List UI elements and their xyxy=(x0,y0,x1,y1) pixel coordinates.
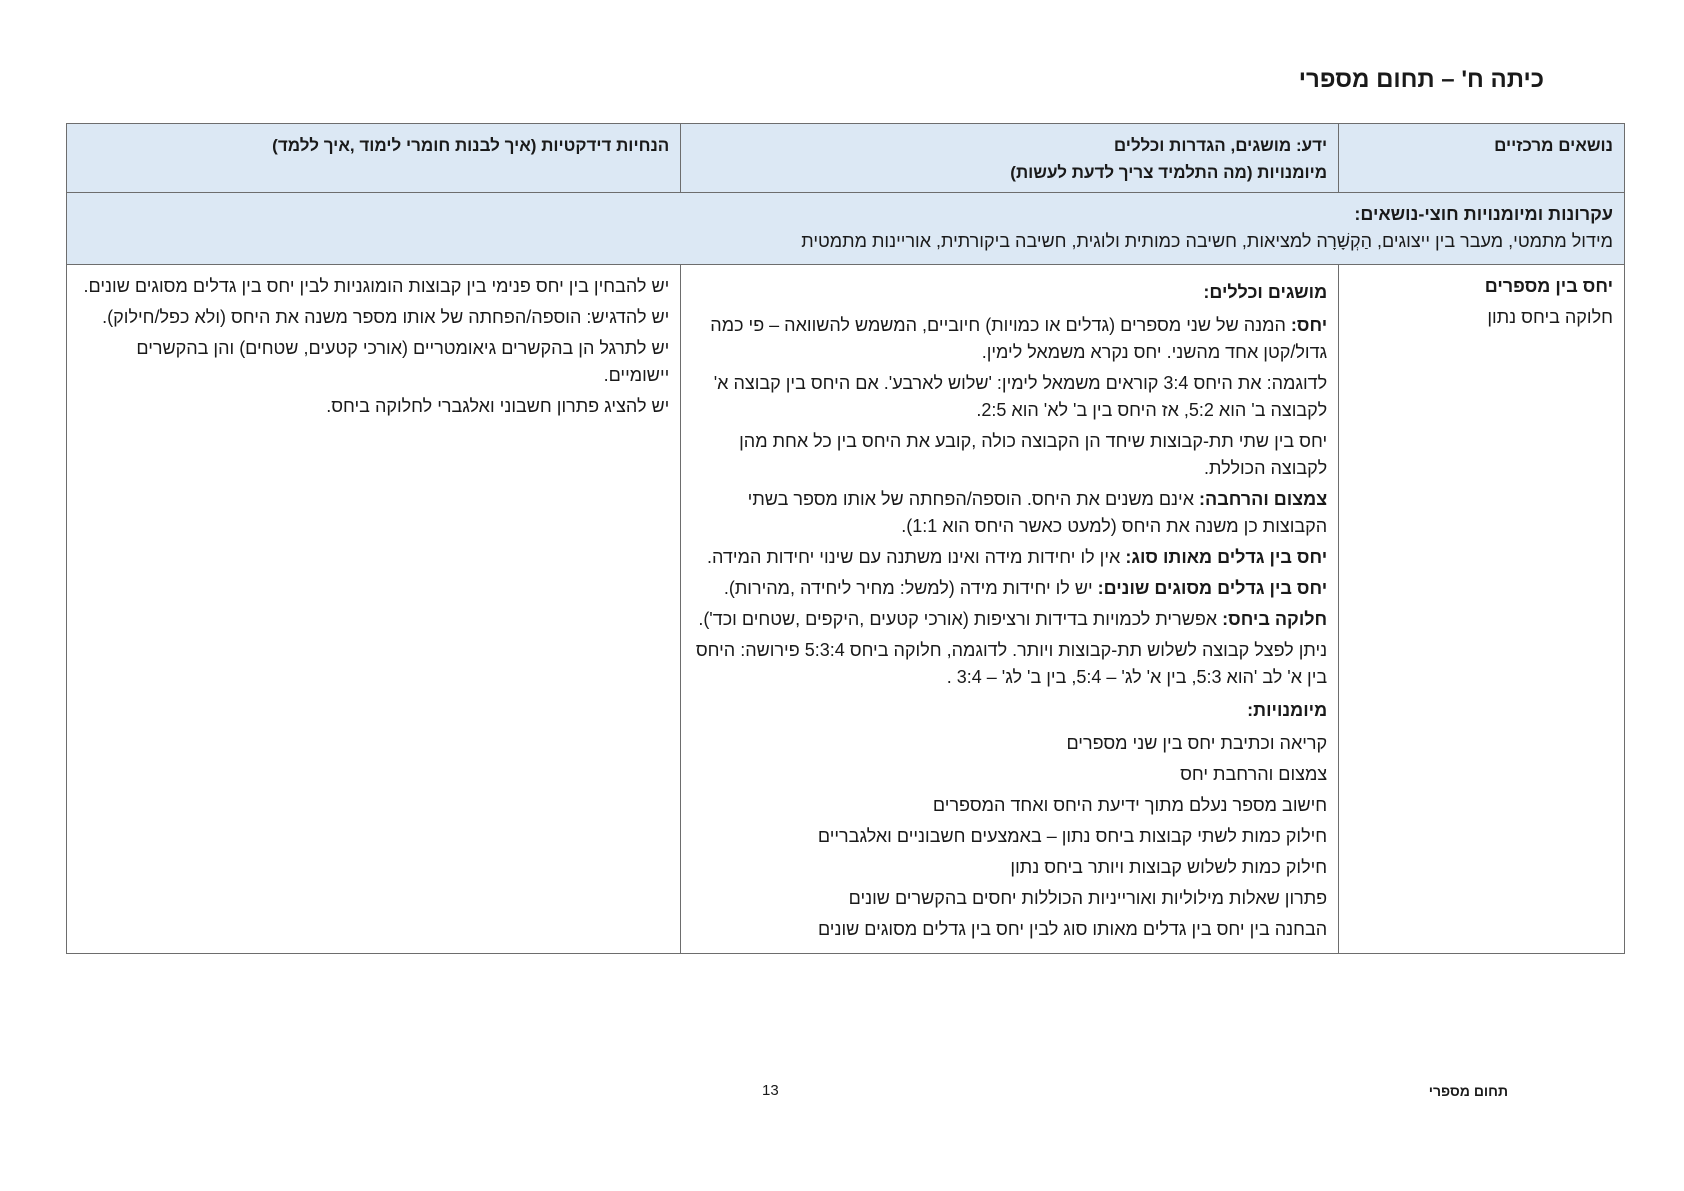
skill-item: חילוק כמות לשתי קבוצות ביחס נתון – באמצעים חשבוניים ואלגבריים xyxy=(817,826,1328,846)
division-definition xyxy=(692,606,1327,633)
division-def-text: אפשרית לכמויות בדידות ורציפות (אורכי קטעים ,היקפים ,שטחים וכד'). xyxy=(698,609,1223,629)
three-groups-rule: ניתן לפצל קבוצה לשלוש תת-קבוצות ויותר. לדוגמה, חלוקה ביחס 5:3:4 פירושה: היחס בין א' לב 'הוא 5:3, בין א' לג' – 5:4, בין ב' לג' – 3:4 . xyxy=(695,640,1328,687)
topic-cell xyxy=(1339,265,1625,954)
principles-cell xyxy=(67,193,1625,265)
diff-kind-definition xyxy=(692,575,1327,602)
subgroups-rule: יחס בין שתי תת-קבוצות שיחד הן הקבוצה כולה ,קובע את היחס בין כל אחת מהן לקבוצה הכוללת. xyxy=(739,431,1328,478)
skill-item: הבחנה בין יחס בין גדלים מאותו סוג לבין יחס בין גדלים מסוגים שונים xyxy=(817,919,1328,939)
footer-label: תחום מספרי xyxy=(1428,1083,1508,1099)
diff-kind-def-text: יש לו יחידות מידה (למשל: מחיר ליחידה ,מהירות). xyxy=(723,578,1098,598)
skill-item: חילוק כמות לשלוש קבוצות ויותר ביחס נתון xyxy=(1010,857,1328,877)
page-title: כיתה ח' – תחום מספרי xyxy=(1298,66,1544,93)
skill-item: פתרון שאלות מילוליות ואורייניות הכוללות יחסים בהקשרים שונים xyxy=(848,888,1328,908)
ratio-term: יחס: xyxy=(1290,315,1328,335)
table-header-row xyxy=(67,124,1625,193)
ratio-example: לדוגמה: את היחס 3:4 קוראים משמאל לימין: 'שלוש לארבע'. אם היחס בין קבוצה א' לקבוצה ב' הוא 5:2, אז היחס בין ב' לא' הוא 2:5. xyxy=(713,373,1328,420)
didactic-item: יש לתרגל הן בהקשרים גיאומטריים (אורכי קטעים, שטחים) והן בהקשרים יישומיים. xyxy=(136,338,670,385)
principles-row xyxy=(67,193,1625,265)
principles-title: עקרונות ומיומנויות חוצי-נושאים: xyxy=(1354,204,1613,224)
skill-item: חישוב מספר נעלם מתוך ידיעת היחס ואחד המספרים xyxy=(932,795,1328,815)
skills-list xyxy=(692,730,1327,943)
diff-kind-term: יחס בין גדלים מסוגים שונים: xyxy=(1097,578,1328,598)
topic-subtitle: חלוקה ביחס נתון xyxy=(1487,307,1613,327)
skills-heading: מיומנויות: xyxy=(1247,700,1328,720)
curriculum-table xyxy=(66,123,1625,954)
division-term: חלוקה ביחס: xyxy=(1222,609,1328,629)
topic-title: יחס בין מספרים xyxy=(1484,276,1613,296)
same-kind-def-text: אין לו יחידות מידה ואינו משתנה עם שינוי יחידות המידה. xyxy=(707,547,1126,567)
didactic-item: יש להבחין בין יחס פנימי בין קבוצות הומוגניות לבין יחס בין גדלים מסוגים שונים. xyxy=(83,276,670,296)
didactic-item: יש להציג פתרון חשבוני ואלגברי לחלוקה ביחס. xyxy=(326,396,670,416)
ratio-definition xyxy=(692,312,1327,366)
header-didactic: הנחיות דידקטיות (איך לבנות חומרי לימוד ,איך ללמד) xyxy=(67,124,681,193)
didactic-item: יש להדגיש: הוספה/הפחתה של אותו מספר משנה את היחס (ולא כפל/חילוק). xyxy=(102,307,670,327)
ratio-def-text: המנה של שני מספרים (גדלים או כמויות) חיוביים, המשמש להשוואה – פי כמה גדול/קטן אחד מהשני. יחס נקרא משמאל לימין. xyxy=(710,315,1328,362)
page-number: 13 xyxy=(762,1082,779,1099)
reduce-term: צמצום והרחבה: xyxy=(1199,489,1328,509)
skill-item: קריאה וכתיבת יחס בין שני מספרים xyxy=(1066,733,1328,753)
principles-text: מידול מתמטי, מעבר בין ייצוגים, הַקְשָׁרָה למציאות, חשיבה כמותית ולוגית, חשיבה ביקורתית, אוריינות מתמטית xyxy=(801,231,1613,251)
header-topics: נושאים מרכזיים xyxy=(1339,124,1625,193)
header-knowledge-line1: ידע: מושגים, הגדרות וכללים xyxy=(1113,136,1328,155)
header-knowledge xyxy=(681,124,1339,193)
table-row xyxy=(67,265,1625,954)
reduce-def-text: אינם משנים את היחס. הוספה/הפחתה של אותו מספר בשתי הקבוצות כן משנה את היחס (למעט כאשר היחס הוא 1:1). xyxy=(747,489,1328,536)
same-kind-term: יחס בין גדלים מאותו סוג: xyxy=(1125,547,1328,567)
header-knowledge-line2: מיומנויות (מה התלמיד צריך לדעת לעשות) xyxy=(1010,163,1328,182)
didactic-cell xyxy=(67,265,681,954)
reduce-definition xyxy=(692,486,1327,540)
skill-item: צמצום והרחבת יחס xyxy=(1180,764,1328,784)
same-kind-definition xyxy=(692,544,1327,571)
knowledge-cell xyxy=(681,265,1339,954)
concepts-heading: מושגים וכללים: xyxy=(1203,282,1328,302)
